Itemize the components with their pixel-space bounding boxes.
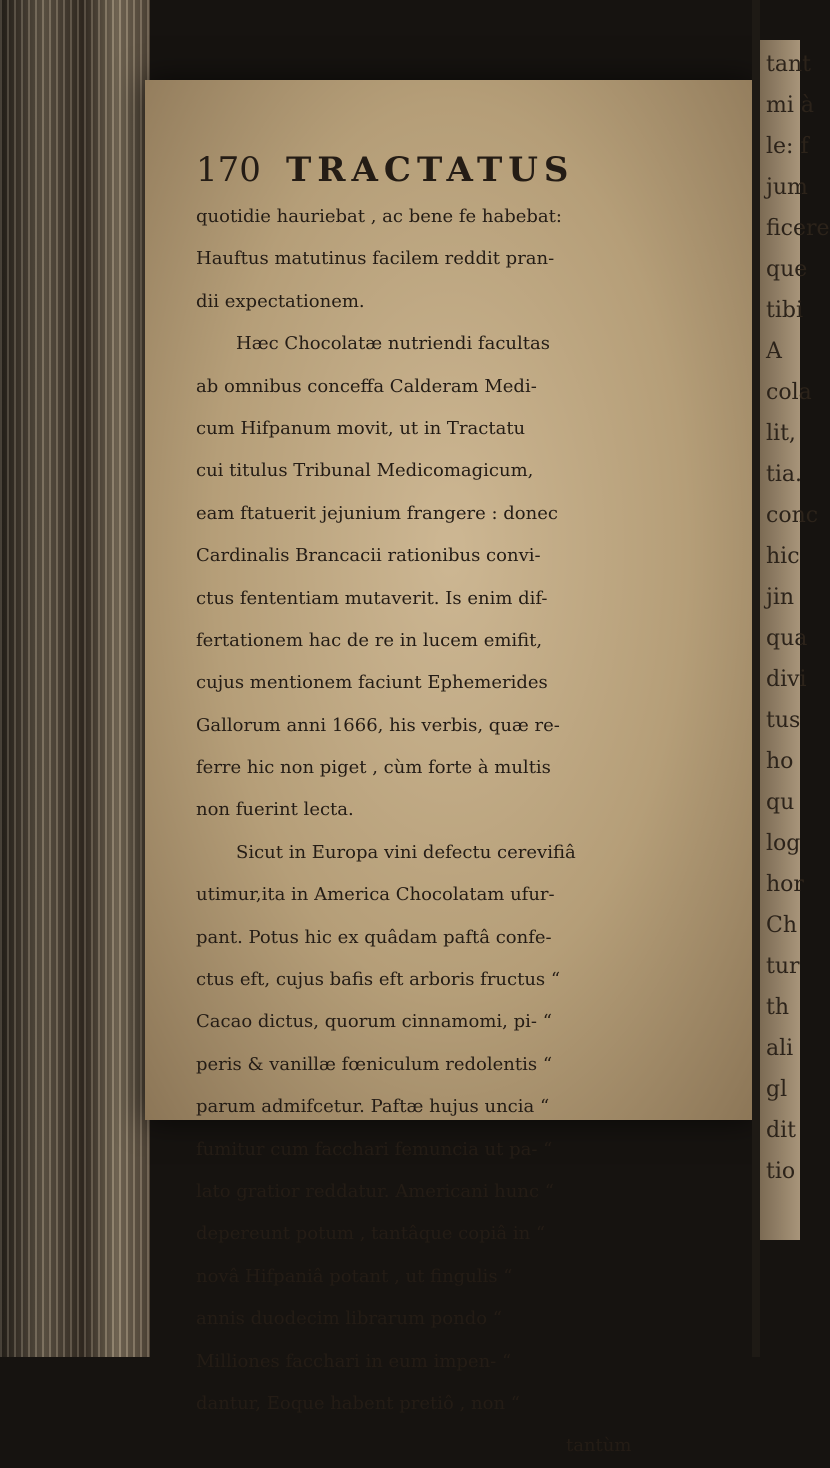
text-line: novâ Hifpaniâ potant , ut fingulis “ (196, 1265, 513, 1287)
stacked-page-edges (0, 0, 150, 1357)
adjacent-fragment: gl (766, 1077, 788, 1102)
adjacent-fragment: ficere (766, 216, 830, 241)
text-line: ab omnibus conceffa Calderam Medi- (196, 375, 537, 397)
text-line: Milliones facchari in eum impen- “ (196, 1350, 512, 1372)
adjacent-fragment: conc (766, 503, 819, 528)
text-line: non fuerint lecta. (196, 799, 354, 821)
text-line: pant. Potus hic ex quâdam paftâ confe- (196, 926, 552, 948)
adjacent-fragment: qua (766, 626, 808, 651)
adjacent-fragment: lit, (766, 421, 796, 446)
text-line: dantur, Eoque habent pretiô , non “ (196, 1392, 520, 1414)
text-line: depereunt potum , tantâque copiâ in “ (196, 1223, 546, 1245)
text-line: ctus eft, cujus bafis eft arboris fructus “ (196, 969, 561, 991)
page-number: 170 (196, 150, 261, 190)
adjacent-fragment: tia. (766, 462, 802, 487)
text-line: dii expectationem. (196, 290, 365, 312)
adjacent-fragment: ho (766, 749, 794, 774)
text-line: ctus fententiam mutaverit. Is enim dif- (196, 587, 548, 609)
adjacent-fragment: hic (766, 544, 800, 569)
text-line: fertationem hac de re in lucem emifit, (196, 629, 543, 651)
adjacent-fragment: Ch (766, 913, 798, 938)
text-line: cujus mentionem faciunt Ephemerides (196, 672, 548, 694)
adjacent-fragment: tus (766, 708, 801, 733)
text-line: eam ftatuerit jejunium frangere : donec (196, 502, 558, 524)
text-line: annis duodecim librarum pondo “ (196, 1308, 502, 1330)
text-line: peris & vanillæ fœniculum redolentis “ (196, 1053, 553, 1075)
adjacent-fragment: tibi (766, 298, 803, 323)
text-line: ferre hic non piget , cùm forte à multis (196, 757, 551, 779)
adjacent-fragment: qu (766, 790, 795, 815)
running-title: TRACTATUS (286, 150, 575, 190)
text-line: lato gratior reddatur. Americani hunc “ (196, 1180, 554, 1202)
adjacent-fragment: tur (766, 954, 800, 979)
adjacent-fragment: que (766, 257, 808, 282)
page-header (196, 150, 756, 196)
adjacent-page (760, 40, 830, 1240)
text-line: Gallorum anni 1666, his verbis, quæ re- (196, 714, 560, 736)
page-text (196, 150, 756, 1468)
adjacent-fragment: th (766, 995, 790, 1020)
text-line: quotidie hauriebat , ac bene fe habebat: (196, 206, 562, 227)
text-line: Hæc Chocolatæ nutriendi facultas (236, 333, 550, 355)
adjacent-fragment: cola (766, 380, 812, 405)
text-line: parum admifcetur. Paftæ hujus uncia “ (196, 1096, 550, 1118)
text-line: Hauftus matutinus facilem reddit pran- (196, 248, 555, 270)
adjacent-fragment: jum (766, 175, 808, 200)
text-line: Cardinalis Brancacii rationibus convi- (196, 545, 541, 567)
adjacent-fragment: dit (766, 1118, 796, 1143)
adjacent-fragment: log (766, 831, 801, 856)
adjacent-fragment: A (766, 339, 782, 364)
adjacent-fragment: jin (766, 585, 795, 610)
adjacent-fragment: hor (766, 872, 804, 897)
adjacent-fragment: le: f (766, 134, 809, 159)
adjacent-fragment: tio (766, 1159, 796, 1184)
adjacent-fragment: mi à (766, 93, 815, 118)
text-line: cui titulus Tribunal Medicomagicum, (196, 460, 534, 482)
text-line: utimur,ita in America Chocolatam ufur- (196, 884, 555, 906)
catchword: tantùm (566, 1435, 632, 1457)
text-line: Cacao dictus, quorum cinnamomi, pi- “ (196, 1011, 552, 1033)
text-line: Sicut in Europa vini defectu cerevifiâ (236, 841, 576, 863)
adjacent-fragment: divi (766, 667, 807, 692)
text-line: cum Hifpanum movit, ut in Tractatu (196, 417, 526, 439)
adjacent-fragment: tant (766, 52, 811, 77)
adjacent-fragment: ali (766, 1036, 794, 1061)
text-line: fumitur cum facchari femuncia ut pa- “ (196, 1138, 553, 1160)
